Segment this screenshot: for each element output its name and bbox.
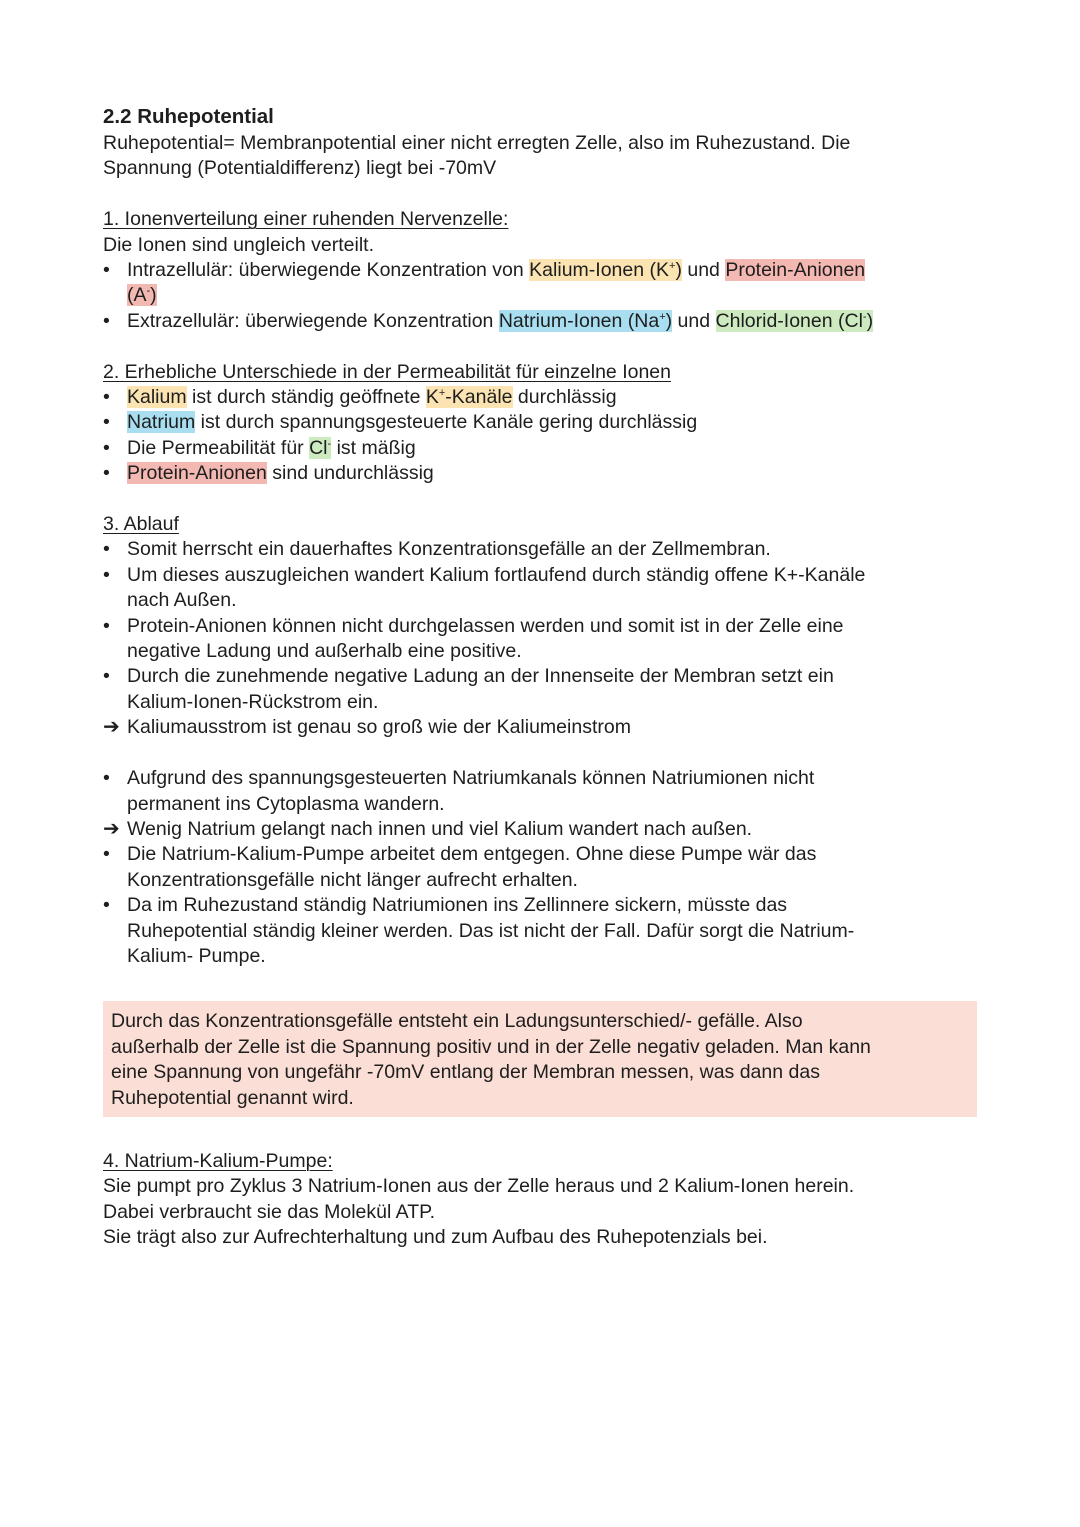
bullet-icon: • — [103, 767, 110, 790]
list-item — [103, 842, 973, 893]
bullet-icon: • — [103, 386, 110, 409]
highlight-chlorid: Cl- — [309, 436, 332, 459]
highlight-natrium: Natrium — [127, 411, 196, 434]
list-item — [103, 614, 973, 665]
bullet-list — [103, 537, 973, 740]
list-item-text: nach Außen. — [127, 589, 237, 612]
list-item-text: Kalium-Ionen-Rückstrom ein. — [127, 690, 379, 713]
list-item-text: Wenig Natrium gelangt nach innen und viel Kalium wandert nach außen. — [127, 817, 753, 840]
section-heading-permeabilitaet: 2. Erhebliche Unterschiede in der Permeabilität für einzelne Ionen — [103, 360, 671, 383]
list-item-text: Die Natrium-Kalium-Pumpe arbeitet dem entgegen. Ohne diese Pumpe wär das — [127, 843, 817, 866]
highlight-anion-symbol: (A-) — [127, 284, 157, 307]
list-item-text: Aufgrund des spannungsgesteuerten Natriumkanals können Natriumionen nicht — [127, 767, 815, 790]
list-item-text: Kalium- Pumpe. — [127, 944, 266, 967]
bullet-list — [103, 258, 973, 334]
arrow-right-icon: ➔ — [103, 817, 120, 840]
bullet-icon: • — [103, 665, 110, 688]
highlight-protein-anionen: Protein-Anionen — [725, 259, 866, 282]
section-heading-ablauf: 3. Ablauf — [103, 513, 179, 536]
highlight-chlorid-ionen: Chlorid-Ionen (Cl-) — [715, 309, 874, 332]
list-item: • Die Permeabilität für Cl- ist mäßig — [103, 436, 973, 461]
highlight-kalium-ionen: Kalium-Ionen (K+) — [529, 259, 682, 282]
summary-line: Ruhepotential genannt wird. — [111, 1086, 354, 1109]
summary-line: eine Spannung von ungefähr -70mV entlang der Membran messen, was dann das — [111, 1061, 820, 1084]
list-item-text: Kaliumausstrom ist genau so groß wie der Kaliumeinstrom — [127, 716, 631, 739]
list-item: • Kalium ist durch ständig geöffnete K+-Kanäle durchlässig — [103, 385, 973, 410]
list-item-text: Protein-Anionen können nicht durchgelassen werden und somit ist in der Zelle eine — [127, 614, 844, 637]
list-item — [103, 893, 973, 969]
paragraph: Die Ionen sind ungleich verteilt. — [103, 233, 374, 256]
summary-line: Durch das Konzentrationsgefälle entsteht ein Ladungsunterschied/- gefälle. Also — [111, 1010, 803, 1033]
section-heading-ionenverteilung: 1. Ionenverteilung einer ruhenden Nervenzelle: — [103, 208, 509, 231]
intro-line: Spannung (Potentialdifferenz) liegt bei -70mV — [103, 157, 497, 180]
bullet-icon: • — [103, 411, 110, 434]
bullet-icon: • — [103, 894, 110, 917]
list-item — [103, 664, 973, 715]
list-item: • Natrium ist durch spannungsgesteuerte Kanäle gering durchlässig — [103, 410, 973, 435]
document-page — [103, 103, 973, 1251]
summary-line: außerhalb der Zelle ist die Spannung positiv und in der Zelle negativ geladen. Man kann — [111, 1035, 871, 1058]
list-item: • Protein-Anionen sind undurchlässig — [103, 461, 973, 486]
bullet-icon: • — [103, 843, 110, 866]
bullet-list — [103, 385, 973, 487]
list-item: • Intrazellulär: überwiegende Konzentration von Kalium-Ionen (K+) und Protein-Anionen (A-) — [103, 259, 866, 307]
list-item-text: Durch die zunehmende negative Ladung an der Innenseite der Membran setzt ein — [127, 665, 834, 688]
highlight-kalium: Kalium — [127, 386, 187, 409]
bullet-icon: • — [103, 462, 110, 485]
paragraph: Sie trägt also zur Aufrechterhaltung und zum Aufbau des Ruhepotenzials bei. — [103, 1226, 768, 1249]
list-item-text: Um dieses auszugleichen wandert Kalium fortlaufend durch ständig offene K+-Kanäle — [127, 563, 866, 586]
highlight-k-kanaele: K+-Kanäle — [425, 386, 513, 409]
list-item — [103, 537, 973, 562]
paragraph: Sie pumpt pro Zyklus 3 Natrium-Ionen aus der Zelle heraus und 2 Kalium-Ionen herein. — [103, 1175, 855, 1198]
highlight-natrium-ionen: Natrium-Ionen (Na+) — [498, 309, 673, 332]
section-heading-pumpe: 4. Natrium-Kalium-Pumpe: — [103, 1149, 333, 1172]
list-item-text: Somit herrscht ein dauerhaftes Konzentrationsgefälle an der Zellmembran. — [127, 538, 771, 561]
intro-line: Ruhepotential= Membranpotential einer nicht erregten Zelle, also im Ruhezustand. Die — [103, 132, 851, 154]
highlight-protein-anionen: Protein-Anionen — [127, 462, 267, 485]
list-item-text: negative Ladung und außerhalb eine positive. — [127, 640, 522, 663]
list-item — [103, 766, 973, 817]
bullet-icon: • — [103, 563, 110, 586]
list-item: • Extrazellulär: überwiegende Konzentration Natrium-Ionen (Na+) und Chlorid-Ionen (Cl-) — [103, 309, 973, 334]
bullet-icon: • — [103, 259, 110, 282]
list-item — [103, 715, 973, 740]
bullet-list — [103, 766, 973, 969]
list-item — [103, 563, 973, 614]
list-item — [103, 817, 973, 842]
page-title: 2.2 Ruhepotential — [103, 105, 274, 128]
bullet-icon: • — [103, 538, 110, 561]
list-item-text: Da im Ruhezustand ständig Natriumionen ins Zellinnere sickern, müsste das — [127, 894, 788, 917]
bullet-icon: • — [103, 436, 110, 459]
paragraph: Dabei verbraucht sie das Molekül ATP. — [103, 1200, 436, 1223]
list-item-text: permanent ins Cytoplasma wandern. — [127, 792, 445, 815]
list-item-text: Konzentrationsgefälle nicht länger aufrecht erhalten. — [127, 868, 578, 891]
list-item-text: Ruhepotential ständig kleiner werden. Das ist nicht der Fall. Dafür sorgt die Natrium- — [127, 919, 855, 942]
arrow-right-icon: ➔ — [103, 716, 120, 739]
bullet-icon: • — [103, 614, 110, 637]
summary-box — [103, 1001, 977, 1117]
bullet-icon: • — [103, 309, 110, 332]
